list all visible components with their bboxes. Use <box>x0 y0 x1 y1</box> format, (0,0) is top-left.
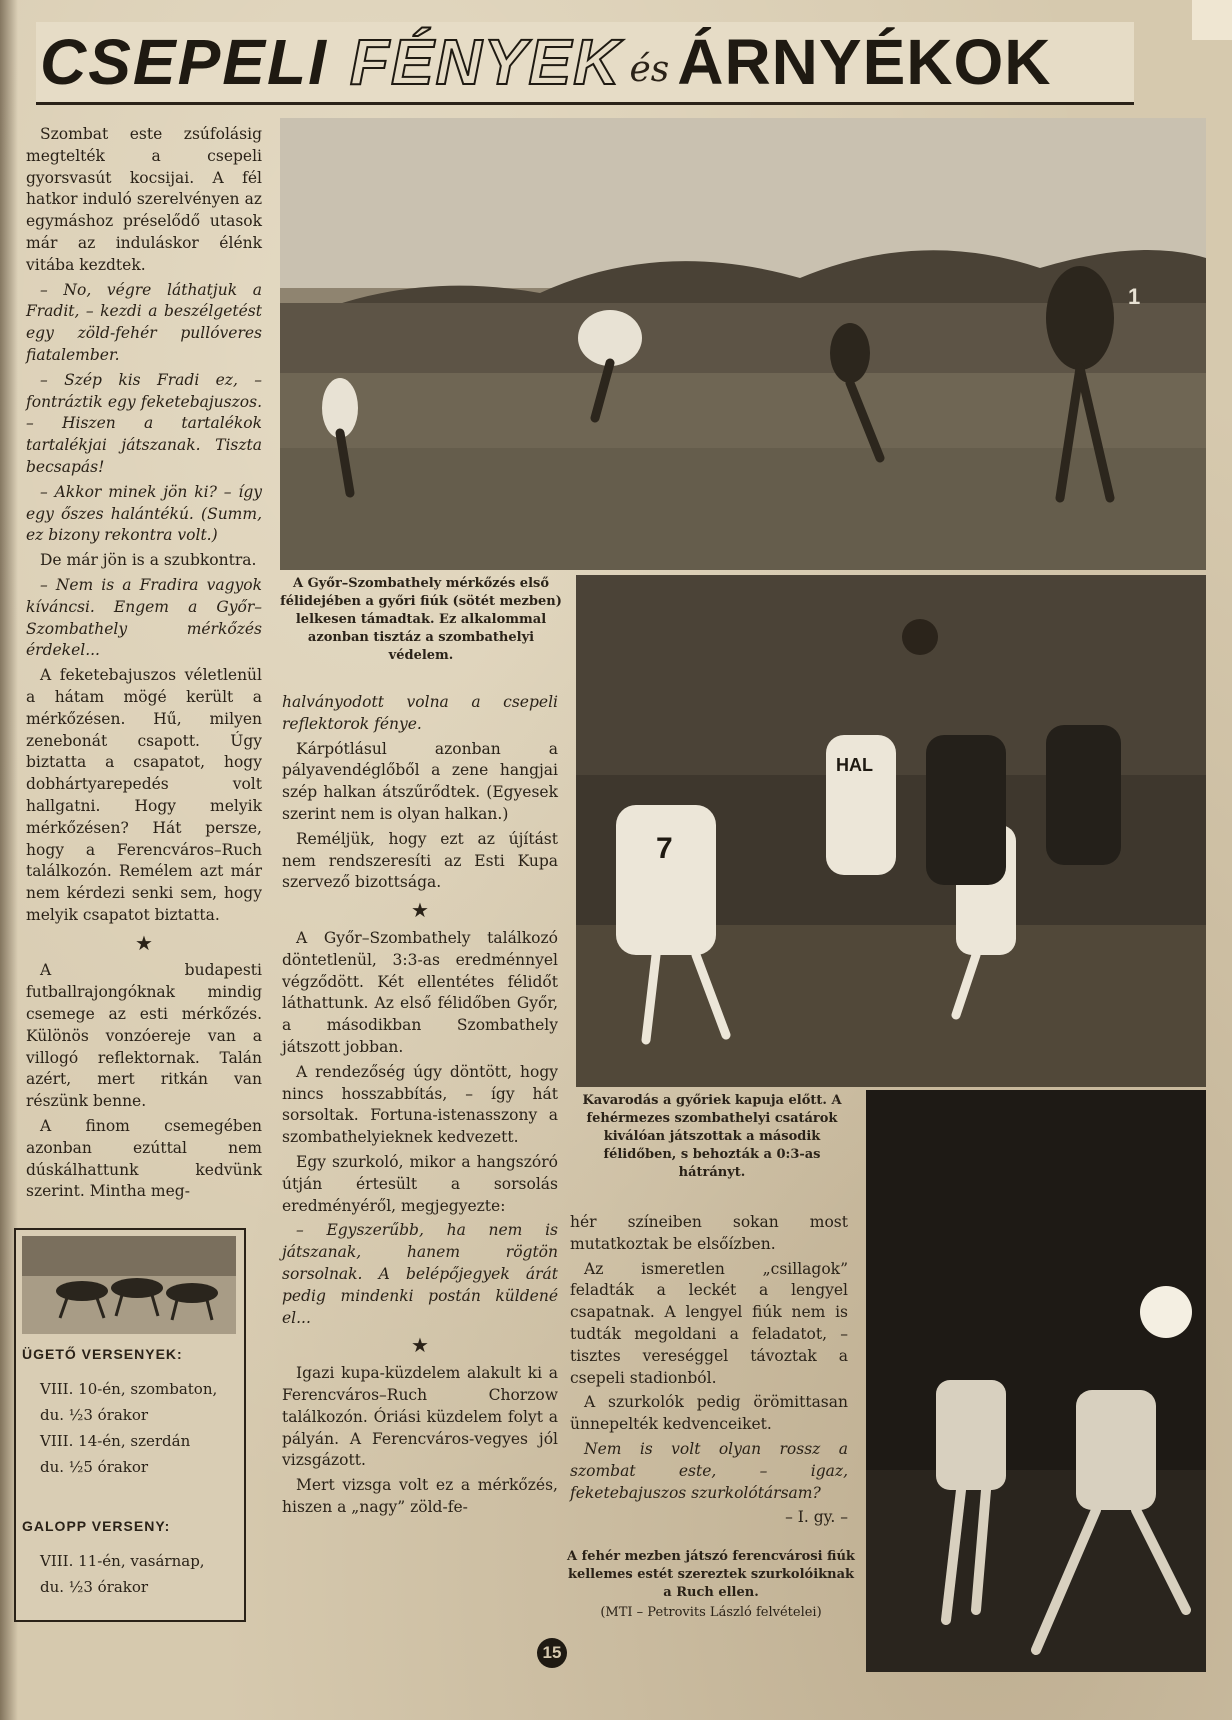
section-star: ★ <box>411 1333 429 1358</box>
paragraph: A feketebajuszos véletlenül a hátam mögé került a mérkőzésen. Hű, milyen zenebonát csapott. Úgy biztatta a csapatot, hogy dobhártyarepedés volt hallgatni. Hogy melyik mérkőzésen? Hát persze, hogy a Ferencváros–Ruch találkozón. Remélem azt már nem kérdezi senki sem, hogy melyik csapatot biztatta. <box>26 666 262 924</box>
headline-word-1: CSEPELI <box>40 26 328 98</box>
headline-word-4: ÁRNYÉKOK <box>677 26 1052 98</box>
section-star: ★ <box>135 930 153 955</box>
ad-line: du. ½5 órakor <box>40 1458 149 1476</box>
ad-line: VIII. 14-én, szerdán <box>40 1432 191 1450</box>
paragraph: hér színeiben sokan most mutatkoztak be elsőízben. <box>570 1213 848 1253</box>
headline-word-2: FÉNYEK <box>349 26 622 98</box>
article-column-3 <box>570 1212 848 1532</box>
photo-ferencvaros-night <box>866 1090 1206 1672</box>
ad-line: VIII. 11-én, vasárnap, <box>40 1552 205 1570</box>
paragraph: Reméljük, hogy ezt az újítást nem rendszeresíti az Esti Kupa szervező bizottsága. <box>282 829 558 892</box>
photo-credit: (MTI – Petrovits László felvételei) <box>600 1605 822 1620</box>
paragraph: De már jön is a szubkontra. <box>40 551 257 570</box>
racing-advertisement <box>14 1228 246 1622</box>
photo-goal-scramble <box>576 575 1206 1087</box>
photo-3-image <box>866 1090 1206 1672</box>
paragraph: Az ismeretlen „csillagok” feladták a leckét a lengyel csapatnak. A lengyel fiúk nem is tudták megoldani a feladatot, – tisztes vereséggel távoztak a csepeli stadionból. <box>570 1259 848 1387</box>
paragraph: A Győr–Szombathely találkozó döntetlenül, 3:3-as eredménnyel végződött. Két ellentétes félidőt láthattunk. Az első félidőben Győr, a másodikban Szombathely játszott jobban. <box>282 928 558 1056</box>
paragraph: – Egyszerűbb, ha nem is játszanak, hanem rögtön sorsolnak. A belépőjegyek árát pedig mindenki postán küldené el... <box>282 1221 558 1327</box>
paragraph: Kárpótlásul azonban a pályavendéglőből a zene hangjai szép halkan átszűrődtek. (Egyesek szerint nem is olyan halkan.) <box>282 739 558 823</box>
headline-word-3: és <box>629 48 670 90</box>
jersey-text: HAL <box>836 755 873 775</box>
headline <box>36 22 1134 105</box>
paragraph: A finom csemegében azonban ezúttal nem dúskálhattunk kedvünk szerint. Mintha meg- <box>26 1117 262 1201</box>
paragraph: Nem is volt olyan rossz a szombat este, – igaz, feketebajuszos szurkolótársam? <box>570 1439 848 1502</box>
paragraph: A budapesti futballrajongóknak mindig csemege az esti mérkőzés. Különös vonzóereje van a villogó reflektornak. Talán azért, mert ritkán van részünk benne. <box>26 961 262 1111</box>
paragraph: – No, végre láthatjuk a Fradit, – kezdi a beszélgetést egy zöld-fehér pullóveres fiatalember. <box>26 280 262 364</box>
ad-heading-trotting: ÜGETŐ VERSENYEK: <box>22 1346 183 1362</box>
article-column-1 <box>26 124 262 1206</box>
caption-photo-3: A fehér mezben játszó ferencvárosi fiúk kellemes estét szereztek szurkolóiknak a Ruch ellen. <box>567 1549 855 1600</box>
caption-photo-2: Kavarodás a győriek kapuja előtt. A fehérmezes szombathelyi csatárok kiválóan játszottak a második félidőben, s behozták a 0:3-as hátrányt. <box>582 1093 842 1180</box>
ad-line: du. ½3 órakor <box>40 1406 149 1424</box>
photo-1-image <box>280 118 1206 570</box>
paragraph: A szurkolók pedig örömittasan ünnepelték kedvenceiket. <box>570 1393 848 1434</box>
jersey-number: 7 <box>656 832 673 865</box>
paragraph: – Akkor minek jön ki? – így egy őszes halántékú. (Summ, ez bizony rekontra volt.) <box>26 482 262 545</box>
paragraph: halványodott volna a csepeli reflektorok fénye. <box>282 693 558 733</box>
author-signature: – I. gy. – <box>785 1508 848 1527</box>
page-number: 15 <box>537 1638 567 1668</box>
paragraph: A rendezőség úgy döntött, hogy nincs hosszabbítás, – így hát sorsoltak. Fortuna-istenasszony a szombathelyieknek kedvezett. <box>282 1062 558 1147</box>
jersey-number: 1 <box>1128 284 1141 309</box>
paragraph: Szombat este zsúfolásig megtelték a csepeli gyorsvasút kocsijai. A fél hatkor induló szerelvényen az egymáshoz préselődő utasok már az induláskor élénk vitába kezdtek. <box>26 125 262 274</box>
ad-line: du. ½3 órakor <box>40 1578 149 1596</box>
caption-photo-1: A Győr–Szombathely mérkőzés első félidejében a győri fiúk (sötét mezben) lelkesen támadtak. Ez alkalommal azonban tisztáz a szombathelyi védelem. <box>280 576 562 663</box>
article-column-2 <box>282 692 558 1522</box>
paragraph: – Szép kis Fradi ez, – fontráztik egy feketebajuszos. – Hiszen a tartalékok tartalékjai játszanak. Tiszta becsapás! <box>26 370 262 476</box>
paragraph: – Nem is a Fradira vagyok kíváncsi. Engem a Győr–Szombathely mérkőzés érdekel... <box>26 575 262 660</box>
page-corner <box>1192 0 1232 40</box>
paragraph: Mert vizsga volt ez a mérkőzés, hiszen a „nagy” zöld-fe- <box>282 1476 558 1516</box>
horse-racing-image <box>22 1236 236 1334</box>
ad-heading-gallop: GALOPP VERSENY: <box>22 1518 171 1534</box>
paragraph: Egy szurkoló, mikor a hangszóró útján értesült a sorsolás eredményéről, megjegyezte: <box>282 1152 558 1215</box>
paragraph: Igazi kupa-küzdelem alakult ki a Ferencváros–Ruch Chorzow találkozón. Óriási küzdelem folyt a pályán. A Ferencváros-vegyes jól vizsgázott. <box>282 1364 558 1470</box>
section-star: ★ <box>411 898 429 923</box>
photo-gyor-attack <box>280 118 1206 570</box>
photo-2-image <box>576 575 1206 1087</box>
ad-line: VIII. 10-én, szombaton, <box>40 1380 218 1398</box>
